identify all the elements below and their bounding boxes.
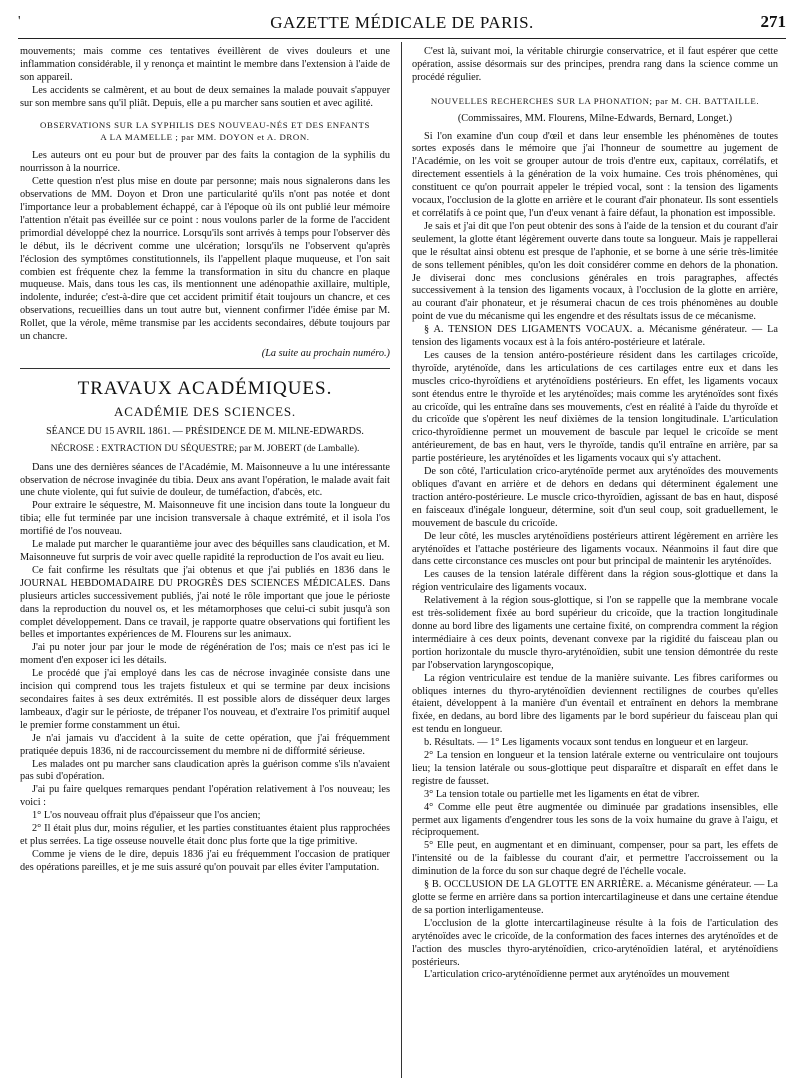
paragraph: J'ai pu noter jour par jour le mode de régénération de l'os; mais ce n'est pas ici le moment d'en exposer ici les détails. [20,642,390,667]
paragraph: Les causes de la tension antéro-postérieure résident dans les cartilages cricoïde, thyroïde, aryténoïde, dans les articulations de ces cartilages entre eux et dans les muscles crico-thyroïdiens et aryténoïdiens postérieurs. En effet, les ligaments vocaux sont étendus entre le thyroïde et les aryténoïdes; mais comme les aryténoïdes sont fixés au cricoïde, qui les entraîne dans ses mouvements, c'est en réalité à l'aide du thyroïde et du cricoïde que s'opèrent les neuf dixièmes de la tension longitudinale. L'articulation crico-thyroïdienne permet un mouvement de bascule par lequel le cricoïde se ment antérieurement, de bas en haut, vers le thyroïde, tandis qu'il entraîne en arrière, par sa partie postérieure, les aryténoïdes et les ligaments vocaux qui s'y attachent. [412,349,778,465]
paragraph: Je n'ai jamais vu d'accident à la suite de cette opération, que j'ai fréquemment pratiquée depuis 1836, ni de raccourcissement du membre ni de difformité sérieuse. [20,732,390,757]
paragraph: Comme je viens de le dire, depuis 1836 j'ai eu fréquemment l'occasion de pratiquer des opérations pareilles, et je me suis assuré qu'on pouvait par elles éviter l'amputation. [20,848,390,873]
column-divider [401,42,402,1078]
article-title-phonation: NOUVELLES RECHERCHES SUR LA PHONATION; par M. CH. BATTAILLE. [430,95,760,106]
page-number: 271 [760,12,786,31]
paragraph: Dans une des dernières séances de l'Académie, M. Maisonneuve a lu une intéressante observation de nécrose invaginée du tibia. Deux ans avant l'opération, le malade avait fait une chute violente, qui fut suivie de douleur, de tuméfaction, d'abcès, etc. [20,461,390,499]
paragraph: J'ai pu faire quelques remarques pendant l'opération relativement à l'os nouveau; les voici : [20,784,390,809]
paragraph: Pour extraire le séquestre, M. Maisonneuve fit une incision dans toute la longueur du tibia; elle fut terminée par une incision transversale à chaque extrémité, et il isola l'os mortifié de l'os nouveau. [20,500,390,538]
article-title-syphilis: OBSERVATIONS SUR LA SYPHILIS DES NOUVEAU-NÉS ET DES ENFANTS [40,119,370,130]
paragraph: Cette question n'est plus mise en doute par personne; mais nous signalerons dans les observations de MM. Doyon et Dron une particularité qu'ils n'ont pas notée et dont l'importance leur a probablement échappé, car à l'époque où ils ont publié leur mémoire l'attention n'était pas éveillée sur ce point : nous voulons parler de la forme de l'accident primordial développé chez la nourrice. Lorsqu'ils sont arrivés à temps pour l'observer dès le début, ils le décrivent comme une ulcération; lorsqu'ils ne l'observent qu'après l'éclosion des symptômes constitutionnels, ils l'appellent plaque muqueuse, et l'on sait combien est fréquente chez la femme la transformation in situ du chancre en plaque muqueuse. Mais, dans tous les cas, ils mentionnent une adénopathie axillaire, multiple, indolente, indurée; c'est-à-dire que cet accident primitif était toujours un chancre, et ces observations, recueillies dans un tout autre but, viennent confirmer l'idée émise par M. Rollet, que la vérole, même transmise par les accidents secondaires, débute toujours par un chancre. [20,176,390,343]
paragraph: L'articulation crico-aryténoïdienne permet aux aryténoïdes un mouvement [424,969,730,981]
paragraph: Je sais et j'ai dit que l'on peut obtenir des sons à l'aide de la tension et du courant d'air seulement, la glotte étant légèrement ouverte dans toute sa longueur. Mais je rappellerai que le résultat ainsi obtenu est presque de l'aphonie, et se borne à une série très-limitée de sons tellement pénibles, qu'on les doit considérer comme en dehors de la phonation. Je diviserai donc mes conclusions générales en trois paragraphes, affectés successivement à la tension des ligaments vocaux, à l'occlusion de la glotte en arrière, au courant d'air phonateur, et je résumerai chacun de ces trois phénomènes au double point de vue du mécanisme qui les engendre et des résultats issus de ce mécanisme. [412,220,778,323]
paragraph: § A. TENSION DES LIGAMENTS VOCAUX. a. Mécanisme générateur. — La tension des ligaments vocaux est à la fois antéro-postérieure et latérale. [412,324,778,349]
paragraph: Relativement à la région sous-glottique, si l'on se rappelle que la membrane vocale est très-solidement fixée au bord supérieur du cricoïde, que la traction longitudinale donne au bord libre des ligaments une certaine fixité, on comprendra comment la région intermédiaire à ces deux points, devenant convexe par la rigidité du faisceau plan ou portion horizontale du muscle thyro-aryténoïdien, subit une tension démontrée du reste par l'observation laryngoscopique, [412,595,778,671]
paragraph: L'occlusion de la glotte intercartilagineuse résulte à la fois de l'articulation des aryténoïdes avec le cricoïde, de la conformation des faces internes des aryténoïdes et de l'action des muscles thyro-aryténoïdien, crico-aryténoïdien latéral, et aryténoïdiens postérieurs. [412,917,778,968]
paragraph: Si l'on examine d'un coup d'œil et dans leur ensemble les phénomènes de toutes sortes exposés dans le mémoire que j'ai l'honneur de soumettre au jugement de l'Académie, on les voit se grouper autour de trois d'entre eux, capitaux, corrélatifs, et directement essentiels à la génération de la voix humaine. Ces trois phénomènes, qui constituent ce qu'on pourrait appeler le trépied vocal, sont : la tension des ligaments vocaux, l'occlusion de la glotte en arrière et le courant d'air phonateur. Ils sont essentiels et corrélatifs à ce point que, l'un d'eux venant à faire défaut, la phonation est impossible. [412,130,778,219]
section-rule [20,368,390,369]
article-title-necrose: NÉCROSE : EXTRACTION DU SÉQUESTRE; par M. JOBERT (de Lamballe). [50,443,360,454]
paragraph: Ce fait confirme les résultats que j'ai obtenus et que j'ai publiés en 1836 dans le JOURNAL HEBDOMADAIRE DU PROGRÈS DES SCIENCES MÉDICALES. Dans plusieurs articles successivement publiés, j'ai noté le rôle important que joue le périoste dans la reproduction du nouvel os, et les métamorphoses que celui-ci subit jusqu'à son complet développement. Dans ce travail, je rapporte quatre observations qui fortifient les belles et importantes expériences de M. Flourens sur les animaux. [20,564,390,641]
paragraph: De son côté, l'articulation crico-aryténoïde permet aux aryténoïdes des mouvements obliques d'avant en arrière et de dehors en dedans qui déterminent également une traction antéro-postérieure. Le muscle crico-thyroïdien, agissant de bas en haut, disposé en faisceaux d'inégale longueur, détermine, soit d'un seul coup, soit graduellement, le mouvement de bascule du cricoïde. [412,466,778,529]
paragraph: De leur côté, les muscles aryténoïdiens postérieurs attirent légèrement en arrière les aryténoïdes et l'attache postérieure des ligaments vocaux. Néanmoins il faut dire que dans cette circonstance ces muscles ont pour but principal de maintenir les aryténoïdes. [412,530,778,568]
list-item: 2° La tension en longueur et la tension latérale externe ou ventriculaire ont toujours lieu; la tension latérale ou sous-glottique peut disparaître et disparaît en effet dans le registre de fausset. [412,750,778,787]
paragraph: Les auteurs ont eu pour but de prouver par des faits la contagion de la syphilis du nourrisson à la nourrice. [20,150,390,175]
paragraph: § B. OCCLUSION DE LA GLOTTE EN ARRIÈRE. a. Mécanisme générateur. — La glotte se ferme en arrière dans sa portion intercartilagineuse et dans une certaine étendue de sa portion interligamenteuse. [412,879,778,916]
list-item: 4° Comme elle peut être augmentée ou diminuée par gradations insensibles, elle permet aux ligaments d'engendrer tous les sons de la voix humaine du grave à l'aigu, et réciproquement. [412,801,778,839]
session-line: SÉANCE DU 15 AVRIL 1861. — PRÉSIDENCE DE M. MILNE-EDWARDS. [46,425,364,437]
paragraph: Les accidents se calmèrent, et au bout de deux semaines la malade pouvait s'appuyer sur son membre sans qu'il pliât. Depuis, elle a pu marcher sans soutien et avec agilité. [20,84,390,109]
list-item: 2° Il était plus dur, moins régulier, et les parties constituantes étaient plus rapprochées et plus serrées. La tige osseuse nouvelle était donc plus forte que la tige primitive. [20,823,390,847]
paragraph: Le malade put marcher le quarantième jour avec des béquilles sans claudication, et M. Maisonneuve fut surpris de voir avec quelle rapidité la reproduction de l'os avait eu lieu. [20,539,390,563]
section-title-travaux: TRAVAUX ACADÉMIQUES. [77,377,333,399]
left-column [20,46,390,1076]
page-mark: ' [18,14,21,29]
commissaires-line: (Commissaires, MM. Flourens, Milne-Edwards, Bernard, Longet.) [457,112,733,124]
paragraph: La région ventriculaire est tendue de la manière suivante. Les fibres cariformes ou obliques internes du thyro-aryténoïdien deviennent rectilignes de courbes qu'elles étaient, développent à la manière d'un éventail et entraînent en dehors la membrane fixée, en dedans, au bord libre des ligaments par le bord supérieur du faisceau plan qui est tendu en longueur. [412,672,778,736]
page-header [18,12,786,39]
paragraph: C'est là, suivant moi, la véritable chirurgie conservatrice, et il faut espérer que cette opération, assise désormais sur des principes, prendra rang dans la science comme un procédé régulier. [412,46,778,83]
paragraph: b. Résultats. — 1° Les ligaments vocaux sont tendus en longueur et en largeur. [424,737,749,749]
paragraph: Les causes de la tension latérale diffèrent dans la région sous-glottique et dans la région ventriculaire des ligaments vocaux. [412,569,778,594]
paragraph: Les malades ont pu marcher sans claudication après la guérison comme s'ils n'avaient pas subi d'opération. [20,758,390,783]
list-item: 1° L'os nouveau offrait plus d'épaisseur que l'os ancien; [32,810,261,822]
list-item: 3° La tension totale ou partielle met les ligaments en état de vibrer. [424,788,700,800]
continuation-note: (La suite au prochain numéro.) [261,347,390,359]
section-subtitle-academie: ACADÉMIE DES SCIENCES. [114,403,296,419]
list-item: 5° Elle peut, en augmentant et en diminuant, compenser, pour sa part, les effets de l'intensité ou de la faiblesse du courant d'air, et permettre l'accroissement ou la diminution de la force du son sur chaque degré de l'échelle vocale. [412,840,778,878]
journal-title: GAZETTE MÉDICALE DE PARIS. [270,13,534,32]
paragraph: mouvements; mais comme ces tentatives éveillèrent de vives douleurs et une inflammation considérable, il y renonça et maintint le membre dans l'extension à l'aide de son appareil. [20,46,390,83]
article-title-syphilis-authors: A LA MAMELLE ; par MM. DOYON et A. DRON. [100,132,310,143]
paragraph: Le procédé que j'ai employé dans les cas de nécrose invaginée consiste dans une incision qui comprend tous les trajets fistuleux et qui se termine par deux incisions secondaires faites à ses deux extrémités. Il est possible alors de disséquer deux larges lambeaux, d'agir sur le périoste, de trépaner l'os nouveau, et d'extraire l'os primitif auquel le premier forme constamment un étui. [20,668,390,731]
right-column [412,46,778,1076]
